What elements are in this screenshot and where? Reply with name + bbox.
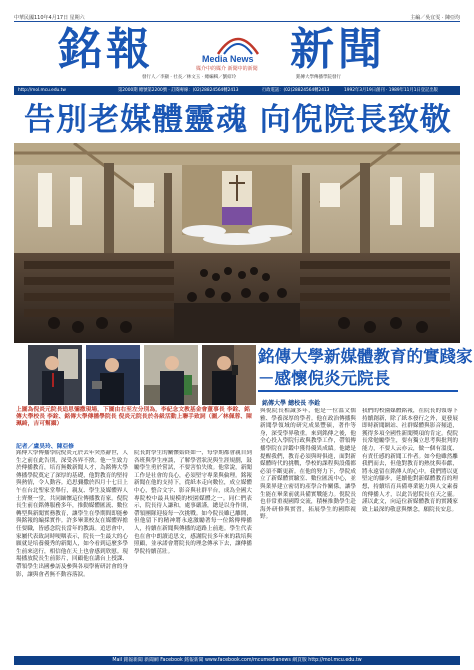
speaker-photo-1 bbox=[28, 345, 82, 405]
masthead-title-right: 新聞 bbox=[290, 24, 386, 75]
article-column-2: 院長對學生的關懷始終如一，每學期都會親自到各班與學生座談，了解學習狀況與生涯規劃，鼓勵學生勇於嘗試，不要害怕失敗。他常說，新聞工作是社會的良心，必須堅守專業與倫理。銘報新聞在他的支持下，從紙本走向數位，成立媒體中心，整合文字、影音與社群平台，成為全國大專院校中最具規模的校園媒體之一。同仁們表示，院長待人謙和，處事嚴謹，總是以身作則，帶領團隊迎接每一次挑戰。如今院長雖已離開，但他留下的精神將永遠激勵著每一位銘傳傳播人，持續在新聞與傳播的道路上前進。學生代表也在會中朗讀追思文，感謝院長多年來的栽培與照顧，並承諾會將院長的理念傳承下去，讓傳播學院持續茁壯。 bbox=[134, 450, 252, 555]
speaker-photo-2 bbox=[86, 345, 140, 405]
article-column-3: 與倪院長相識多年，他是一位溫文儒雅、學養深厚的學者。他在政治傳播與新聞學領域的研究成果豐碩，著作等身，深受學界敬重。來到銘傳之後，他全心投入學院行政與教學工作，帶領傳播學院在評鑑中獲得優異成績。他總是提醒我們，教育必須與時俱進，面對新媒體時代的挑戰，學校的課程與設備都必須不斷更新。在他的努力下，學院成立了新媒體實驗室、數位匯流中心，並與業界建立密切的產學合作關係，讓學生能在畢業前就具備實戰能力。倪院長也非常重視國際交流，積極推動學生赴海外研修與實習，拓展學生的國際視野。 bbox=[260, 408, 356, 521]
founding-date: 1992年3月19日創刊 · 1989年11月1日登記出版 bbox=[344, 88, 438, 93]
footer-bar: Mail 銘報新聞 新聞網 Facebook 銘報新聞 www.facebook.com/mcumedianews 網頁版 http://mol.mcu.edu.tw bbox=[14, 656, 460, 665]
media-news-logo bbox=[196, 34, 280, 70]
photo-caption: 上圖為倪炎元院長追思彌撒現場，下圖由右至左分別為，李紀念文教基金會董事長 李銓、銘傳大學校長 李銓、銘傳大學傳播學院長 倪炎元院長於各級活動上聯手致詞（圖／林佩蓉、陳珮綺，吉可幫攝） bbox=[16, 407, 252, 428]
speaker-photo-4 bbox=[202, 345, 256, 405]
info-strip bbox=[14, 86, 460, 95]
masthead-title-left: 銘報 bbox=[58, 24, 154, 75]
reporter-byline: 記者／盧昊玲、陳亞修 bbox=[16, 444, 74, 450]
top-strip bbox=[0, 0, 474, 22]
sub-headline-line1: 銘傳大學新媒體教育的實踐家 bbox=[258, 347, 473, 366]
site-url[interactable]: http://mol.mcu.edu.tw bbox=[18, 88, 66, 93]
masthead-credits: 發行人／李顯 · 社長／林文玉 · 總編輯／劉紹玲 bbox=[142, 75, 237, 80]
masthead bbox=[0, 24, 474, 86]
sub-headline-rule bbox=[258, 390, 458, 392]
sub-headline bbox=[258, 346, 473, 390]
speaker-photo-3 bbox=[144, 345, 198, 405]
sub-headline-line2: －感懷倪炎元院長 bbox=[258, 369, 390, 388]
phone-number: 行政電話：(02)28824564轉2413 bbox=[262, 88, 330, 93]
logo-name: Media News bbox=[202, 54, 254, 64]
article-column-1: 銘傳大學傳播學院倪炎元於去年突然辭世，人生之前在此告別，深受各界不捨。他一生致力於傳播教育，培育無數新聞人才，為銘傳大學傳播學院奠定了深厚的基礎，他對教育的堅持與熱情，令人動容。追思彌撒於四月十七日上午在台北聖家堂舉行，親友、學生及媒體界人士齊聚一堂，共同緬懷這位傳播教育家。倪院長生前在銘傳服務多年，推動媒體匯流、數位轉型與新聞實務教育，讓學生在學期間即能參與銘報的編採實作。許多畢業校友在媒體界擔任要職，皆感念院長當年的教誨。追思會中，家屬代表致詞時哽咽表示，院長一生最大的心願就是培養優秀的新聞人，如今看到這麼多學生前來送行，相信他在天上也會感到欣慰。現場播放院長生前影片，回顧他在講台上授課、帶領學生出國參訪及參與各項學術研討會的身影，讓與會者無不動容落淚。 bbox=[16, 450, 128, 578]
top-divider bbox=[14, 21, 460, 22]
memorial-mass-photo bbox=[14, 143, 460, 343]
issue-date: 中華民國110年4月17日 星期六 bbox=[14, 15, 85, 21]
issue-number: 第2000期 總號第2200號 · 訂閱專線：(02)28824564轉2413 bbox=[118, 88, 239, 93]
main-headline: 告別老媒體靈魂 向倪院長致敬 bbox=[24, 102, 452, 138]
logo-slogan: 媒介中的媒介 新聞中的新聞 bbox=[196, 66, 258, 72]
article-column-4: 我們的校園媒體銘報，在院長的領導下持續創新，除了紙本發行之外，更發展即時新聞網站、社群媒體與影音頻道，獲得多項全國性新聞獎項的肯定。倪院長常勉勵學生，要有獨立思考與批判的能力，不要人云亦云，做一個有溫度、有責任感的新聞工作者。如今他雖然離我們而去，但他對教育的熱忱與奉獻，將永遠留在銘傳人的心中。我們將以更堅定的腳步，延續他對新媒體教育的理想，持續培育具備專業能力與人文素養的傳播人才，以此告慰院長在天之靈。謹以此文，向這位新媒體教育的實踐家致上最深的敬意與懷念，願院長安息。 bbox=[362, 408, 458, 513]
masthead-publisher: 銘傳大學傳播學院發行 bbox=[296, 75, 341, 80]
logo-arc-icon bbox=[214, 30, 262, 56]
author-byline: 銘傳大學 總校長 李銓 bbox=[262, 400, 321, 407]
speaker-photos bbox=[14, 345, 254, 405]
editor-credit: 主編／吳宜雯 · 陳亞均 bbox=[410, 15, 460, 21]
